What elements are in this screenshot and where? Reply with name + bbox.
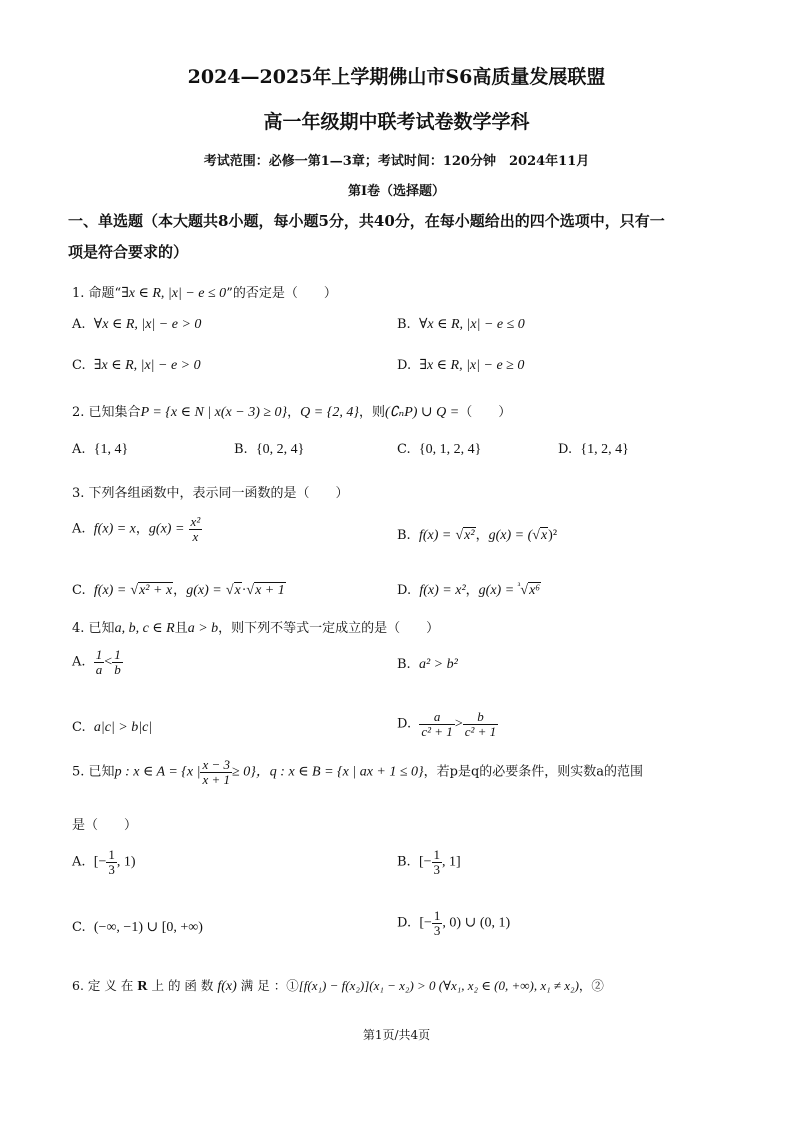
function-f: f(x) xyxy=(217,979,237,994)
question-stem-pre: 定 义 在 xyxy=(87,978,134,993)
question-stem-post: ，若p是q的必要条件，则实数a的范围 xyxy=(423,764,644,780)
question-stem-mid2: ，则 xyxy=(358,405,385,420)
question-number: 2. xyxy=(72,405,85,420)
option-4a xyxy=(72,648,123,676)
option-3a xyxy=(72,515,202,543)
proposition-q: ，q : x ∈ B = {x | ax + 1 ≤ 0} xyxy=(255,764,424,780)
question-stem-pre: 已知集合 xyxy=(88,405,141,420)
separator: ， xyxy=(465,583,479,598)
question-5 xyxy=(72,758,643,786)
operator: < xyxy=(104,654,113,670)
numerator: 1 xyxy=(433,847,441,862)
page-footer: 第1页/共4页 xyxy=(362,1028,431,1042)
question-number: 3. xyxy=(72,486,85,501)
interval-close: , 0) ∪ (0, 1) xyxy=(442,915,511,931)
numerator: 1 xyxy=(95,647,103,662)
interval-close: , 1) xyxy=(116,854,136,870)
option-label: C. xyxy=(72,583,86,598)
radical-sign: √ xyxy=(532,528,540,543)
option-1d xyxy=(397,357,524,374)
radicand: x² xyxy=(464,528,475,543)
radical-sign: √ xyxy=(130,583,139,598)
denominator: b xyxy=(114,661,121,677)
option-label: B. xyxy=(397,657,411,672)
exam-title-line2: 高一年级期中联考试卷数学学科 xyxy=(263,111,530,133)
option-math: {1, 4} xyxy=(93,442,129,457)
interval-open: [− xyxy=(419,915,432,931)
question-2 xyxy=(72,401,511,421)
numerator: x² xyxy=(190,514,201,529)
option-label: A. xyxy=(72,317,86,332)
operator: > xyxy=(454,716,463,732)
radical-sign: √ xyxy=(246,583,255,598)
question-5-line2: 是（ ） xyxy=(72,818,138,833)
question-stem-post: ，则下列不等式一定成立的是（ ） xyxy=(218,621,440,636)
option-1b xyxy=(397,316,525,333)
fraction xyxy=(419,710,454,738)
proposition-p-post: ≥ 0} xyxy=(232,764,256,780)
option-5b xyxy=(397,848,461,876)
set-p: P = {x ∈ N | x(x − 3) ≥ 0} xyxy=(140,405,288,420)
question-stem-post: ”的否定是（ ） xyxy=(226,286,337,301)
numerator: 1 xyxy=(114,647,121,662)
fraction xyxy=(200,758,232,786)
set-expression: (∁ₙP) ∪ Q = xyxy=(384,405,460,420)
exam-title-line1: 2024—2025年上学期佛山市S6高质量发展联盟 xyxy=(187,66,606,88)
option-label: B. xyxy=(397,854,411,870)
option-label: C. xyxy=(72,358,86,373)
option-2c xyxy=(397,442,481,458)
question-stem-post: （ ） xyxy=(459,405,512,420)
denominator: c² + 1 xyxy=(421,723,453,739)
option-math: {1, 2, 4} xyxy=(580,442,629,457)
fraction xyxy=(463,710,498,738)
option-5d xyxy=(397,909,510,937)
option-3b xyxy=(397,524,557,544)
question-stem-mid: 且 xyxy=(174,621,188,636)
option-label: A. xyxy=(72,854,86,870)
option-math: ∀x ∈ R, |x| − e ≤ 0 xyxy=(418,317,525,332)
question-stem-mid: 上 的 函 数 xyxy=(151,978,214,993)
option-label: C. xyxy=(397,442,411,457)
question-stem-mid: ， xyxy=(287,405,301,420)
function-f: f(x) = x² xyxy=(419,583,466,598)
option-1c xyxy=(72,357,201,374)
function-g: g(x) = xyxy=(186,583,222,598)
real-set: R xyxy=(137,979,148,994)
radicand: x xyxy=(234,583,241,598)
question-3 xyxy=(72,482,349,501)
option-2b xyxy=(234,442,304,458)
fraction xyxy=(94,648,105,676)
radical-sign: √ xyxy=(455,528,464,543)
function-f: f(x) = xyxy=(93,583,127,598)
option-3d xyxy=(397,579,541,599)
option-math: a² > b² xyxy=(418,657,458,672)
denominator: x xyxy=(192,528,199,544)
option-label: D. xyxy=(397,716,412,732)
question-1 xyxy=(72,282,337,302)
option-4c xyxy=(72,720,152,736)
option-label: B. xyxy=(397,528,411,543)
question-stem-pre: 命题“ xyxy=(88,286,122,301)
root-index: ³ xyxy=(517,580,521,591)
question-number: 6. xyxy=(72,978,84,993)
numerator: 1 xyxy=(433,908,441,923)
option-label: C. xyxy=(72,920,86,935)
option-math: a|c| > b|c| xyxy=(93,720,153,735)
function-g: g(x) = xyxy=(148,521,185,537)
option-label: A. xyxy=(72,442,86,457)
option-2a xyxy=(72,442,128,458)
question-stem-post: ，② xyxy=(578,978,604,993)
fraction xyxy=(112,648,123,676)
radical-sign: √ xyxy=(520,583,529,598)
radicand: x⁶ xyxy=(529,583,541,598)
option-label: D. xyxy=(558,442,573,457)
question-number: 5. xyxy=(72,764,85,780)
denominator: c² + 1 xyxy=(464,723,497,739)
option-2d xyxy=(558,442,629,458)
option-label: D. xyxy=(397,915,412,931)
interval-open: [− xyxy=(418,854,432,870)
proposition-p: p : x ∈ A = {x | xyxy=(114,764,201,780)
radical-sign: √ xyxy=(225,583,234,598)
option-math: ∃x ∈ R, |x| − e > 0 xyxy=(93,358,201,373)
question-number: 1. xyxy=(72,286,85,301)
separator: ， xyxy=(475,528,489,543)
exam-info: 考试范围：必修一第1—3章；考试时间：120分钟 2024年11月 xyxy=(203,154,590,169)
function-g: g(x) = ( xyxy=(488,528,533,543)
radicand: x² + x xyxy=(139,583,173,598)
option-label: A. xyxy=(72,654,86,670)
option-1a xyxy=(72,316,201,333)
option-label: A. xyxy=(72,521,86,537)
numerator: x − 3 xyxy=(202,757,231,772)
option-math: ∀x ∈ R, |x| − e > 0 xyxy=(93,317,202,332)
fraction xyxy=(432,848,443,876)
option-label: C. xyxy=(72,720,86,735)
question-stem-mid2: 满 足 ：① xyxy=(240,978,299,993)
function-g: g(x) = xyxy=(478,583,518,598)
separator: ， xyxy=(135,521,149,537)
option-5a xyxy=(72,848,136,876)
function-f: f(x) = xyxy=(418,528,452,543)
set-q: Q = {2, 4} xyxy=(300,405,359,420)
condition-1: [f(x₁) − f(x₂)](x₁ − x₂) > 0 (∀x₁, x₂ ∈ (0, +∞), x₁ ≠ x₂) xyxy=(298,978,579,993)
question-stem-pre: 已知 xyxy=(88,621,115,636)
dot: · xyxy=(241,583,247,598)
question-math2: a > b xyxy=(187,621,219,636)
question-number: 4. xyxy=(72,621,85,636)
fraction xyxy=(432,909,443,937)
denominator: 3 xyxy=(433,922,441,938)
question-math1: a, b, c ∈ R xyxy=(114,621,175,636)
option-label: B. xyxy=(397,317,411,332)
option-math: (−∞, −1) ∪ [0, +∞) xyxy=(93,920,203,935)
question-6 xyxy=(72,976,604,995)
option-5c xyxy=(72,919,203,936)
separator: ， xyxy=(173,583,187,598)
denominator: a xyxy=(95,661,103,677)
numerator: b xyxy=(463,710,498,725)
question-4 xyxy=(72,617,439,637)
denominator: 3 xyxy=(108,861,115,877)
option-3c xyxy=(72,579,286,599)
numerator: a xyxy=(419,710,454,725)
question-stem: 下列各组函数中，表示同一函数的是（ ） xyxy=(88,486,349,501)
option-label: B. xyxy=(234,442,248,457)
option-4b xyxy=(397,657,458,673)
denominator: x + 1 xyxy=(202,771,231,787)
option-math: {0, 2, 4} xyxy=(255,442,305,457)
volume-label: 第I卷（选择题） xyxy=(347,184,446,199)
section-heading-line1: 一、单选题（本大题共8小题，每小题5分，共40分，在每小题给出的四个选项中，只有一 xyxy=(68,212,665,230)
question-stem-pre: 已知 xyxy=(88,764,115,780)
interval-open: [− xyxy=(93,854,107,870)
option-label: D. xyxy=(397,583,412,598)
radicand: x xyxy=(540,528,548,543)
section-heading-line2: 项是符合要求的） xyxy=(68,243,189,261)
power-close: )² xyxy=(548,528,558,543)
question-stem-math: ∃x ∈ R, |x| − e ≤ 0 xyxy=(121,286,227,301)
fraction xyxy=(189,515,203,543)
option-math: ∃x ∈ R, |x| − e ≥ 0 xyxy=(419,358,525,373)
option-label: D. xyxy=(397,358,412,373)
fraction xyxy=(106,848,117,876)
numerator: 1 xyxy=(108,847,115,862)
interval-close: , 1] xyxy=(442,854,461,870)
option-4d xyxy=(397,710,498,738)
function-f: f(x) = x xyxy=(93,521,136,537)
denominator: 3 xyxy=(433,861,441,877)
radicand: x + 1 xyxy=(255,583,285,598)
option-math: {0, 1, 2, 4} xyxy=(418,442,482,457)
